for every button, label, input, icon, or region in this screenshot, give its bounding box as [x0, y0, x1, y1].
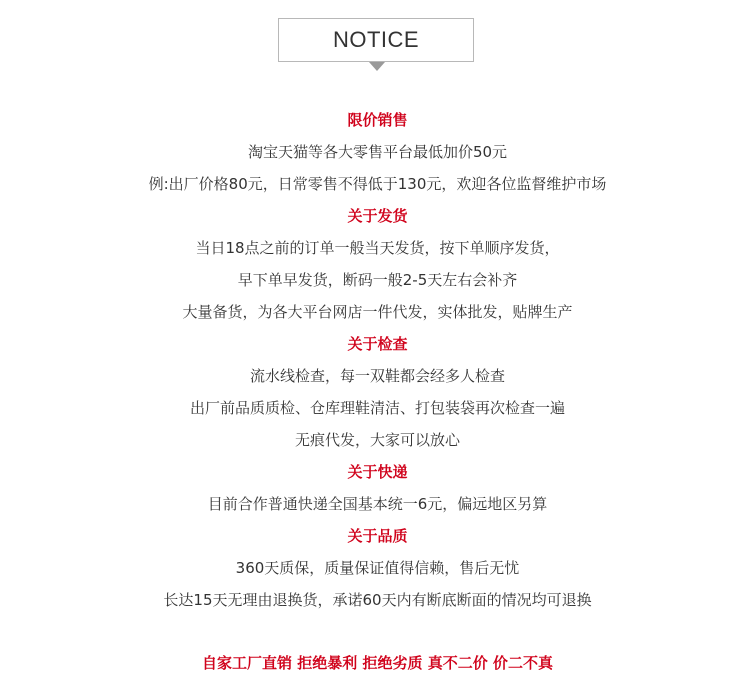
notice-down-arrow-icon — [369, 62, 385, 71]
section-line: 淘宝天猫等各大零售平台最低加价50元 — [247, 143, 508, 161]
section-line: 出厂前品质质检、仓库理鞋清洁、打包装袋再次检查一遍 — [189, 399, 565, 417]
section-line: 流水线检查，每一双鞋都会经多人检查 — [249, 367, 505, 385]
section-heading-inspection: 关于检查 — [347, 335, 408, 353]
section-heading-shipping: 关于发货 — [347, 207, 408, 225]
section-heading-price-limit: 限价销售 — [347, 111, 408, 129]
notice-title: NOTICE — [332, 27, 420, 52]
notice-header-box — [278, 18, 474, 62]
section-line: 大量备货，为各大平台网店一件代发，实体批发，贴牌生产 — [182, 303, 573, 321]
section-line: 早下单早发货，断码一般2-5天左右会补齐 — [237, 271, 518, 289]
slogan-text: 自家工厂直销 拒绝暴利 拒绝劣质 真不二价 价二不真 — [202, 654, 553, 672]
section-line: 长达15天无理由退换货，承诺60天内有断底断面的情况均可退换 — [163, 591, 592, 609]
section-line: 例:出厂价格80元，日常零售不得低于130元，欢迎各位监督维护市场 — [148, 175, 607, 193]
section-line: 目前合作普通快递全国基本统一6元，偏远地区另算 — [207, 495, 548, 513]
section-heading-express: 关于快递 — [347, 463, 408, 481]
section-line: 360天质保，质量保证值得信赖，售后无忧 — [235, 559, 520, 577]
section-heading-quality: 关于品质 — [347, 527, 408, 545]
notice-content — [0, 104, 755, 616]
section-line: 无痕代发，大家可以放心 — [294, 431, 460, 449]
section-line: 当日18点之前的订单一般当天发货，按下单顺序发货， — [195, 239, 560, 257]
